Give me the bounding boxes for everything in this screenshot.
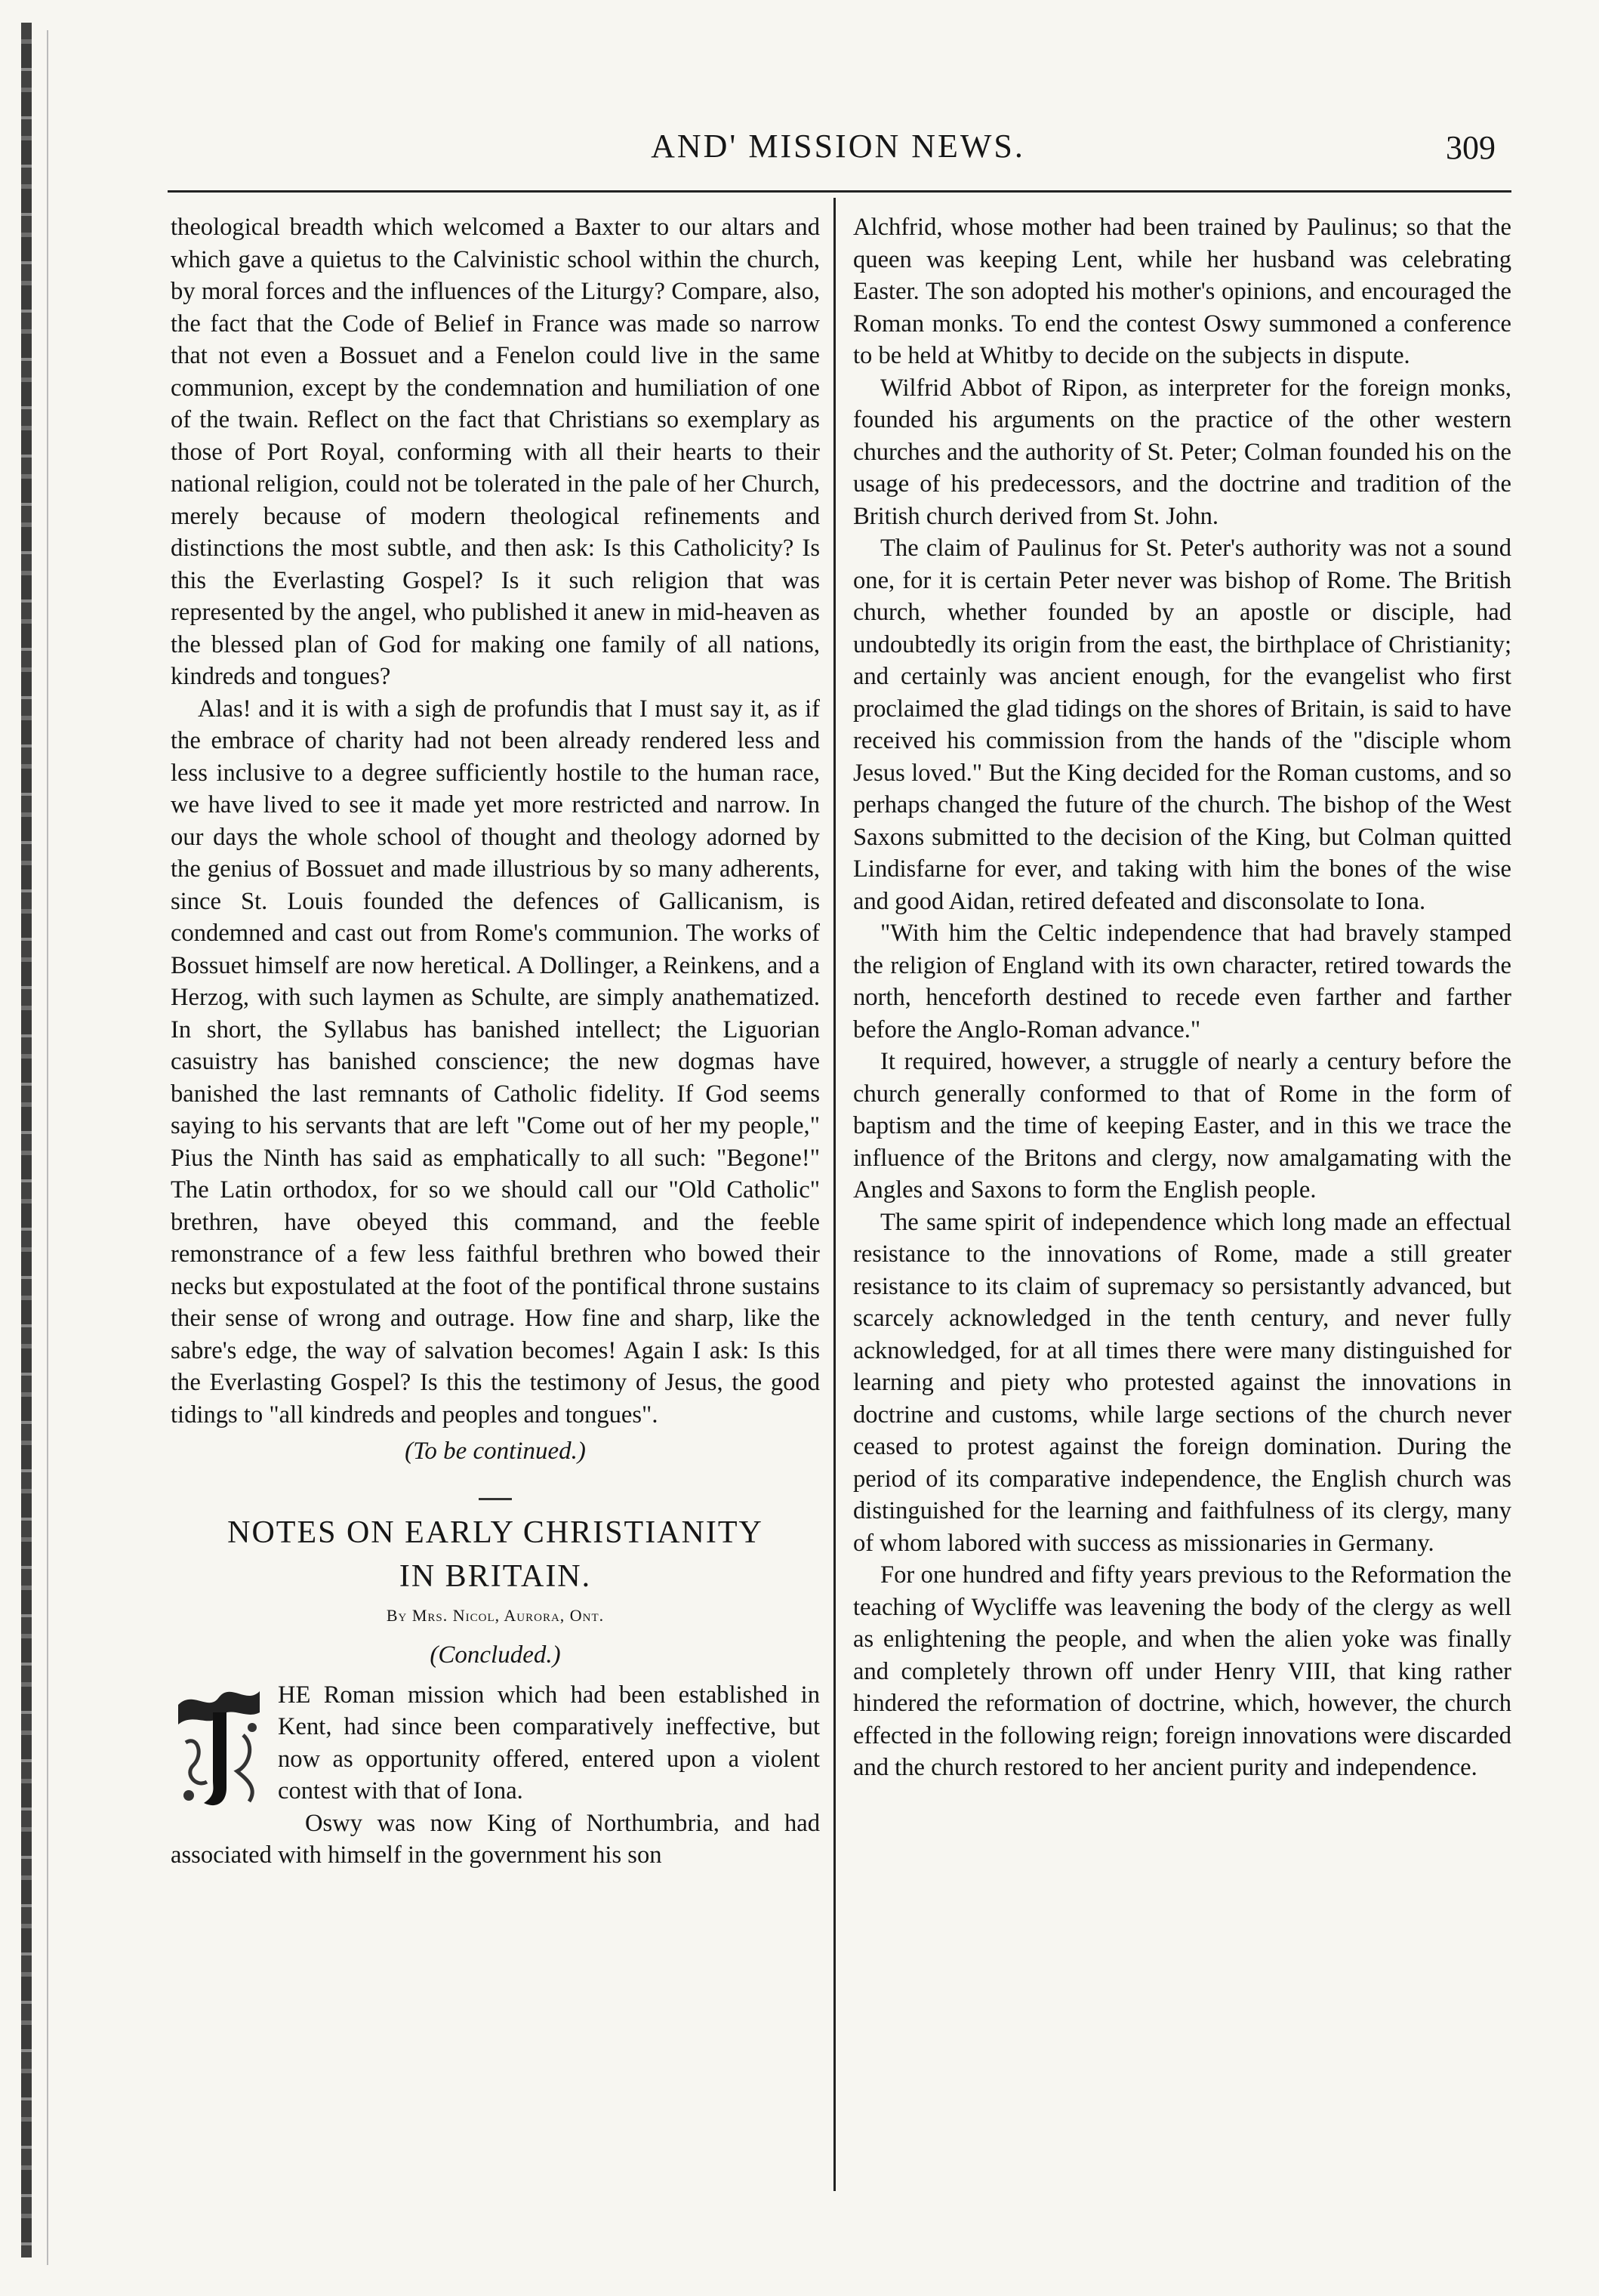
ornamental-initial-icon xyxy=(171,1682,267,1811)
paragraph: "With him the Celtic independence that had bravely stamped the religion of England with its own character, retired towards the north, henceforth destined to recede even farther and farther before the Anglo-Roman advance." xyxy=(853,920,1511,1043)
paragraph: The claim of Paulinus for St. Peter's authority was not a sound one, for it is certain Peter never was bishop of Rome. The British church, whether founded by an apostle or disciple, had undoubtedly its origin from the east, the birthplace of Christianity; and certainly was ancient enough, for the evangelist who first proclaimed the glad tidings on the shores of Britain, is said to have received his commission from the hands of the "disciple whom Jesus loved." But the King decided for the Roman customs, and so perhaps changed the future of the church. The bishop of the West Saxons submitted to the decision of the King, but Colman quitted Lindisfarne for ever, and taking with him the bones of the wise and good Aidan, retired defeated and disconsolate to Iona. xyxy=(853,535,1511,915)
paragraph: Alas! and it is with a sigh de profundis that I must say it, as if the embrace of charity had not been already rendered less and less inclusive to a degree sufficiently hostile to the human race, we have lived to see it made yet more restricted and narrow. In our days the whole school of thought and theology adorned by the genius of Bossuet and made illustrious by so many adherents, since St. Louis founded the defences of Gallicanism, is condemned and cast out from Rome's communion. The works of Bossuet himself are now heretical. A Dollinger, a Reinkens, and a Herzog, with such laymen as Schulte, are simply anathematized. In short, the Syllabus has banished intellect; the Liguorian casuistry has banished conscience; the new dogmas have banished the last remnants of Catholic fidelity. If God seems saying to his servants that are left "Come out of her my people," Pius the Ninth has said as emphatically to all such: "Begone!" The Latin orthodox, for so we should call our "Old Catholic" brethren, have obeyed this command, and the feeble remonstrance of a few less faithful brethren who bowed their necks but expostulated at the foot of the pontifical throne sustains their sense of wrong and outrage. How fine and sharp, like the sabre's edge, the way of salvation becomes! Again I ask: Is this the Everlasting Gospel? Is this the testimony of Jesus, the good tidings to "all kindreds and peoples and tongues". xyxy=(171,695,820,1428)
article-title-line: NOTES ON EARLY CHRISTIANITY xyxy=(227,1515,763,1550)
byline: By Mrs. Nicol, Aurora, Ont. xyxy=(386,1605,605,1625)
header-rule xyxy=(168,190,1511,193)
paragraph: For one hundred and fifty years previous to the Reformation the teaching of Wycliffe was leavening the body of the clergy as well as enlightening the people, and when the alien yoke was finally and completely thrown off under Henry VIII, that king rather hindered the reformation of doctrine, which, however, the church effected in the following reign; foreign innovations were discarded and the church restored to her ancient purity and independence. xyxy=(853,1561,1511,1781)
page-number: 309 xyxy=(1446,129,1496,166)
paragraph: theological breadth which welcomed a Baxter to our altars and which gave a quietus to the Calvinistic school within the church, by moral forces and the influences of the Liturgy? Compare, also, the fact that the Code of Belief in France was made so narrow that not even a Bossuet and a Fenelon could live in the same communion, except by the condemnation and humiliation of one of the twain. Reflect on the fact that Christians so exemplary as those of Port Royal, conforming with all their hearts to their national religion, could not be tolerated in the pale of her Church, merely because of modern theological refinements and distinctions the most subtle, and then ask: Is this Catholicity? Is this the Everlasting Gospel? Is it such religion that was represented by the angel, who published it anew in mid-heaven as the blessed plan of God for making one family of all nations, kindreds and tongues? xyxy=(171,214,820,690)
section-dash xyxy=(479,1498,512,1500)
left-column xyxy=(171,211,820,1872)
concluded-note: (Concluded.) xyxy=(430,1641,561,1669)
to-be-continued: (To be continued.) xyxy=(405,1438,586,1465)
ornamental-initial xyxy=(171,1682,267,1811)
column-divider xyxy=(833,198,836,2191)
binding-line xyxy=(47,30,48,2265)
article-title-line: IN BRITAIN. xyxy=(399,1558,592,1594)
paragraph: Oswy was now King of Northumbria, and had associated with himself in the government his son xyxy=(171,1809,820,1869)
right-column xyxy=(853,211,1511,1784)
running-head: AND' MISSION NEWS. xyxy=(651,128,1025,165)
paragraph: The same spirit of independence which long made an effectual resistance to the innovations of Rome, made a still greater resistance to its claim of supremacy so persistantly advanced, but scarcely acknowledged in the tenth century, and never fully acknowledged, for at all times there were many distinguished for learning and piety who protested against the innovations in doctrine and customs, while large sections of the church never ceased to protest against the foreign domination. During the period of its comparative independence, the English church was distinguished for the learning and faithfulness of its clergy, many of whom labored with success as missionaries in Germany. xyxy=(853,1208,1511,1557)
paragraph: Alchfrid, whose mother had been trained by Paulinus; so that the queen was keeping Lent, while her husband was celebrating Easter. The son adopted his mother's opinions, and encouraged the Roman monks. To end the contest Oswy summoned a conference to be held at Whitby to decide on the subjects in dispute. xyxy=(853,214,1511,369)
binding-edge xyxy=(21,23,32,2257)
opening-paragraph xyxy=(171,1679,820,1808)
paragraph: HE Roman mission which had been established in Kent, had since been comparatively ineffective, but now as opportunity offered, entered upon a violent contest with that of Iona. xyxy=(278,1681,820,1804)
article-title xyxy=(171,1511,820,1598)
paragraph: Wilfrid Abbot of Ripon, as interpreter for the foreign monks, founded his arguments on the practice of the other western churches and the authority of St. Peter; Colman founded his on the usage of his predecessors, and the doctrine and tradition of the British church derived from St. John. xyxy=(853,374,1511,530)
paragraph: It required, however, a struggle of nearly a century before the church generally conformed to that of Rome in the form of baptism and the time of keeping Easter, and in this we trace the influence of the Britons and clergy, now amalgamating with the Angles and Saxons to form the English people. xyxy=(853,1048,1511,1203)
